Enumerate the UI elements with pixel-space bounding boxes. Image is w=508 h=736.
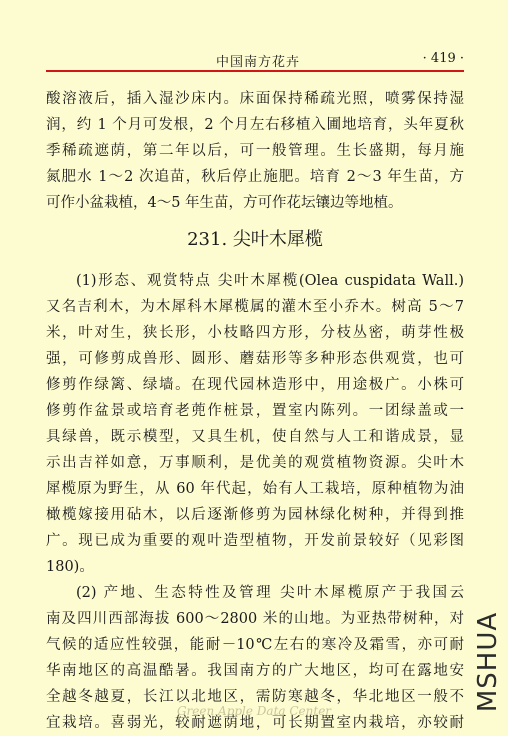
text-line: (2) 产地、生态特性及管理 尖叶木犀榄原产于我国云 bbox=[76, 585, 464, 601]
text-line: 180)。 bbox=[46, 559, 94, 575]
text-line: 气候的适应性较强，能耐－10℃左右的寒冷及霜雪，亦可耐 bbox=[46, 637, 464, 653]
page-number: · 419 · bbox=[422, 51, 464, 66]
text-line: 橄榄嫁接用砧木，以后逐渐修剪为园林绿化树种，并得到推 bbox=[46, 507, 464, 523]
page-body bbox=[46, 86, 464, 736]
text-line: 宜栽培。喜弱光，较耐遮荫地，可长期置室内栽培，亦较耐 bbox=[46, 715, 464, 731]
section-heading: 231. 尖叶木犀榄 bbox=[187, 229, 323, 250]
text-line: 又名吉利木，为木犀科木犀榄属的灌木至小乔木。树高 5～7 bbox=[46, 299, 464, 315]
page-header bbox=[46, 50, 464, 70]
text-line: 示出吉祥如意，万事顺利，是优美的观赏植物资源。尖叶木 bbox=[46, 455, 464, 471]
running-title: 中国南方花卉 bbox=[216, 55, 301, 70]
paragraph-morphology bbox=[46, 268, 464, 580]
watermark-logo-text: MSHUA bbox=[473, 611, 503, 713]
text-line: (1)形态、观赏特点 尖叶木犀榄(Olea cuspidata Wall.) bbox=[76, 273, 464, 289]
text-line: 氮肥水 1～2 次追苗，秋后停止施肥。培育 2～3 年生苗，方 bbox=[46, 169, 464, 185]
text-line: 季稀疏遮荫，第二年以后，可一般管理。生长盛期，每月施 bbox=[46, 143, 464, 159]
header-rule bbox=[46, 70, 464, 72]
text-line: 南及四川西部海拔 600～2800 米的山地。为亚热带树种，对 bbox=[46, 611, 464, 627]
text-line: 修剪作绿篱、绿墙。在现代园林造形中，用途极广。小株可 bbox=[46, 377, 464, 393]
text-line: 强，可修剪成兽形、圆形、蘑菇形等多种形态供观赏，也可 bbox=[46, 351, 464, 367]
text-line: 广。现已成为重要的观叶造型植物，开发前景较好（见彩图 bbox=[46, 533, 464, 549]
text-line: 华南地区的高温酷暑。我国南方的广大地区，均可在露地安 bbox=[46, 663, 464, 679]
text-line: 酸溶液后，插入湿沙床内。床面保持稀疏光照，喷雾保持湿 bbox=[46, 91, 464, 107]
text-line: 全越冬越夏，长江以北地区，需防寒越冬，华北地区一般不 bbox=[46, 689, 464, 705]
text-line: 润，约 1 个月可发根，2 个月左右移植入圃地培育，头年夏秋 bbox=[46, 117, 464, 133]
text-line: 犀榄原为野生，从 60 年代起，始有人工栽培，原种植物为油 bbox=[46, 481, 464, 497]
text-line: 可作小盆栽植，4～5 年生苗，方可作花坛镶边等地植。 bbox=[46, 195, 403, 211]
text-line: 米，叶对生，狭长形，小枝略四方形，分枝丛密，萌芽性极 bbox=[46, 325, 464, 341]
paragraph-propagation bbox=[46, 86, 464, 216]
text-line: 具绿兽，既示模型，又具生机，使自然与人工和谐成景，显 bbox=[46, 429, 464, 445]
watermark-text: Green Apple Data Center bbox=[176, 704, 332, 718]
text-line: 修剪作盆景或培育老蔸作桩景，置室内陈列。一团绿盖或一 bbox=[46, 403, 464, 419]
watermark-logo bbox=[470, 612, 506, 712]
